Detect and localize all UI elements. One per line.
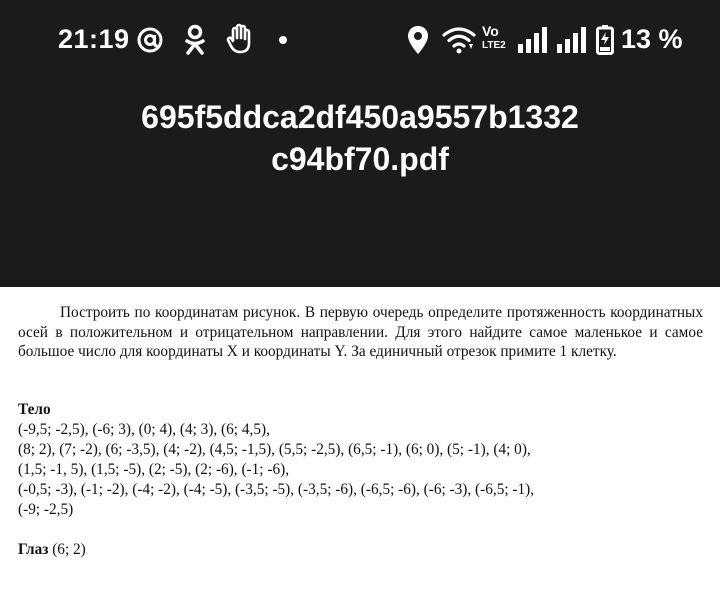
coordinate-line: (8; 2), (7; -2), (6; -3,5), (4; -2), (4,5; -1,5), (5,5; -2,5), (6,5; -1), (6; 0), (5; -1), (4; 0), [18, 441, 531, 458]
signal-icon [517, 26, 549, 54]
coordinate-line: (-0,5; -3), (-1; -2), (-4; -2), (-4; -5), (-3,5; -5), (-3,5; -6), (-6,5; -6), (-6; -3), (-6,5; -1), [18, 481, 535, 498]
battery-percent: 13 % [621, 24, 683, 54]
location-icon [406, 25, 430, 55]
odnoklassniki-icon [182, 24, 208, 56]
wifi-icon [442, 26, 476, 54]
body-heading: Тело [18, 401, 51, 418]
pdf-page[interactable] [0, 287, 720, 606]
document-title-line: 695f5ddca2df450a9557b1332 [141, 99, 579, 135]
coordinate-line: (1,5; -1, 5), (1,5; -5), (2; -5), (2; -6), (-1; -6), [18, 461, 290, 478]
status-time: 21:19 [58, 24, 130, 54]
document-title [0, 96, 720, 180]
signal-icon [556, 26, 588, 54]
eye-coordinate: (6; 2) [48, 541, 86, 558]
coordinate-line: (-9,5; -2,5), (-6; 3), (0; 4), (4; 3), (6; 4,5), [18, 421, 270, 438]
body-coordinates-section [18, 400, 708, 520]
eye-heading: Глаз [18, 541, 49, 558]
task-paragraph: Построить по координатам рисунок. В первую очередь определите протяженность координатных осей в положительном и отрицательном направлении. Для этого найдите самое маленькое и самое большое число для координаты X и координаты Y. За единичный отрезок примите 1 клетку. [18, 304, 703, 360]
battery-icon [596, 25, 614, 55]
hand-icon [226, 23, 254, 55]
viewer-header [0, 0, 720, 287]
document-title-line: c94bf70.pdf [271, 141, 449, 177]
volte-icon: Vo LTE2 [482, 23, 506, 51]
at-sign-icon [136, 26, 164, 54]
status-bar [0, 20, 720, 60]
dot-icon [278, 35, 288, 45]
coordinate-line: (-9; -2,5) [18, 501, 74, 518]
eye-coordinates-section [18, 540, 708, 560]
